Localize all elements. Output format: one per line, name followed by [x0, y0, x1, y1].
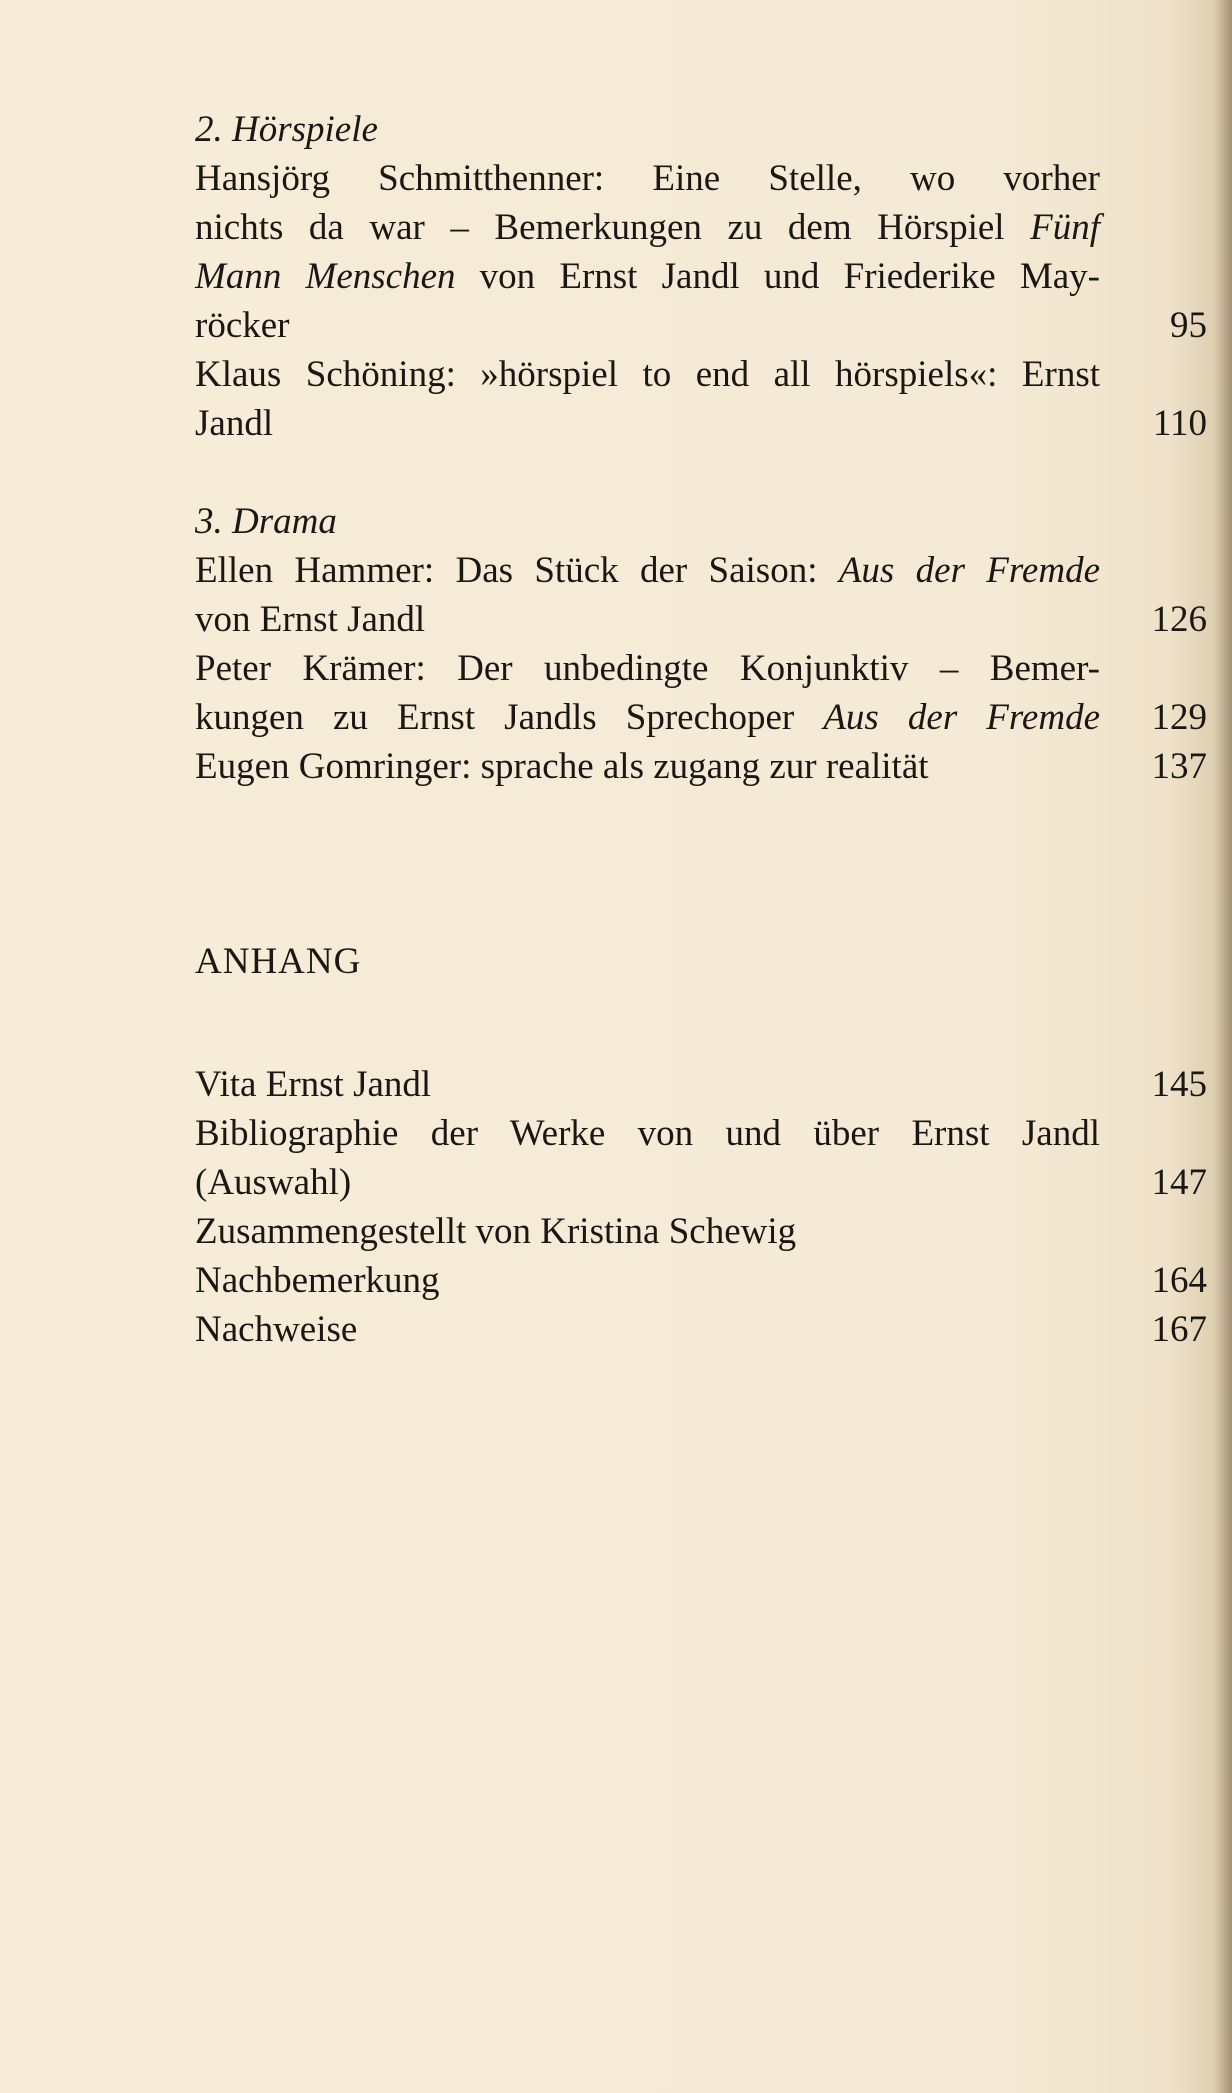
page-number: 147 [1151, 1162, 1207, 1203]
entry-text-part: röcker [195, 305, 290, 346]
toc-entry-text [195, 154, 1100, 203]
section-gap [195, 986, 1207, 1060]
entry-text-part: Vita Ernst Jandl [195, 1064, 432, 1105]
toc-entry-text [195, 1158, 1100, 1207]
toc-entry-line [195, 154, 1207, 203]
section-gap [195, 448, 1207, 497]
toc-entry-line [195, 350, 1207, 399]
toc-entry-line [195, 301, 1207, 350]
italic-title: Fünf [1030, 207, 1100, 248]
toc-entry-text [195, 399, 1100, 448]
toc-entry-line [195, 1109, 1207, 1158]
entry-text-part: von Ernst Jandl und Friederike May- [455, 256, 1100, 297]
toc-entry-text [195, 644, 1100, 693]
toc-entry-text [195, 350, 1100, 399]
toc-entry-line [195, 742, 1207, 791]
table-of-contents [195, 105, 1207, 1354]
toc-entry-text [195, 742, 1100, 791]
entry-text-part: Bibliographie der Werke von und über Ernst Jandl [195, 1113, 1100, 1154]
page-number: 137 [1151, 746, 1207, 787]
entry-text-part: Peter Krämer: Der unbedingte Konjunktiv – Bemer- [195, 648, 1100, 689]
toc-entry-line [195, 203, 1207, 252]
entry-text-part: nichts da war – Bemerkungen zu dem Hörspiel [195, 207, 1031, 248]
toc-entry-line [195, 693, 1207, 742]
toc-entry-text [195, 1060, 1100, 1109]
toc-entry-line [195, 1158, 1207, 1207]
entry-text-part: kungen zu Ernst Jandls Sprechoper [195, 697, 824, 738]
entry-text-part: Klaus Schöning: »hörspiel to end all hörspiels«: Ernst [195, 354, 1100, 395]
section-heading: 2. Hörspiele [195, 109, 378, 150]
entry-text-part: Nachweise [195, 1309, 358, 1350]
entry-text-part: von Ernst Jandl [195, 599, 426, 640]
entry-text-part: Jandl [195, 403, 274, 444]
entry-text-part: (Auswahl) [195, 1162, 352, 1203]
section-heading: 3. Drama [195, 501, 337, 542]
italic-title: Aus der Fremde [823, 697, 1100, 738]
section-gap [195, 791, 1207, 937]
toc-entry-text [195, 693, 1100, 742]
entry-text-part: Eugen Gomringer: sprache als zugang zur realität [195, 746, 929, 787]
toc-entry-text [195, 1305, 1100, 1354]
appendix-heading: ANHANG [195, 941, 362, 982]
toc-entry-text [195, 301, 1100, 350]
toc-entry-line [195, 399, 1207, 448]
page-number: 167 [1151, 1309, 1207, 1350]
page-number: 164 [1151, 1260, 1207, 1301]
toc-entry-line [195, 1305, 1207, 1354]
page-number: 126 [1151, 599, 1207, 640]
toc-entry-text [195, 546, 1100, 595]
page-edge-shadow [1214, 0, 1232, 2093]
entry-text-part: Nachbemerkung [195, 1260, 440, 1301]
entry-text-part: Ellen Hammer: Das Stück der Saison: [195, 550, 839, 591]
toc-entry-text [195, 203, 1100, 252]
toc-entry-text [195, 1109, 1100, 1158]
page-number: 145 [1151, 1064, 1207, 1105]
toc-entry-line [195, 1207, 1207, 1256]
italic-title: Aus der Fremde [838, 550, 1100, 591]
page-number: 95 [1170, 305, 1207, 346]
toc-entry-line [195, 1256, 1207, 1305]
toc-entry-line [195, 252, 1207, 301]
italic-title: Mann Menschen [195, 256, 456, 297]
toc-entry-line [195, 644, 1207, 693]
toc-entry-text [195, 595, 1100, 644]
toc-entry-line [195, 595, 1207, 644]
entry-text-part: Hansjörg Schmitthenner: Eine Stelle, wo vorher [195, 158, 1100, 199]
toc-entry-text [195, 1256, 1100, 1305]
toc-entry-line [195, 546, 1207, 595]
page-number: 110 [1152, 403, 1207, 444]
page-number: 129 [1151, 697, 1207, 738]
toc-entry-line [195, 1060, 1207, 1109]
toc-entry-text [195, 1207, 1100, 1256]
toc-entry-text [195, 252, 1100, 301]
entry-text-part: Zusammengestellt von Kristina Schewig [195, 1211, 797, 1252]
